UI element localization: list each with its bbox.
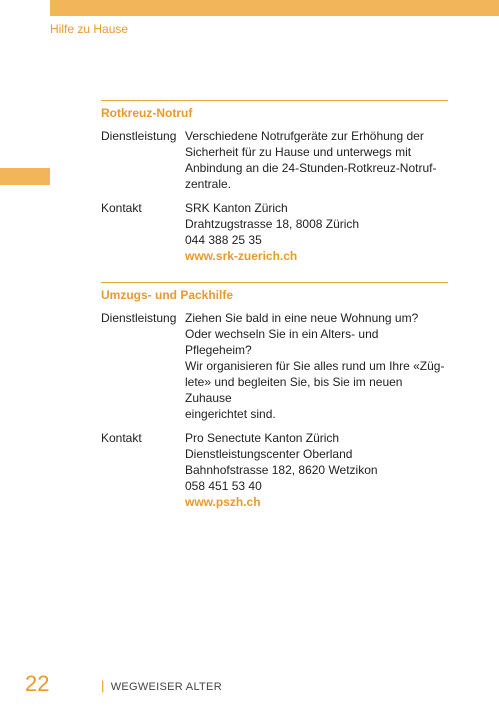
contact-department: Dienstleistungscenter Oberland bbox=[185, 447, 353, 461]
entry-umzugs-und-packhilfe bbox=[101, 282, 448, 510]
contact-address: Bahnhofstrasse 182, 8620 Wetzikon bbox=[185, 463, 378, 477]
service-label: Dienstleistung bbox=[101, 311, 177, 325]
service-line: zentrale. bbox=[185, 177, 232, 191]
contact-label: Kontakt bbox=[101, 431, 142, 445]
service-label: Dienstleistung bbox=[101, 129, 177, 143]
footer-separator: | bbox=[101, 678, 105, 693]
service-line: Oder wechseln Sie in ein Alters- und Pflegeheim? bbox=[185, 327, 379, 357]
service-line: eingerichtet sind. bbox=[185, 407, 276, 421]
service-line: lete» und begleiten Sie, bis Sie im neuen Zuhause bbox=[185, 375, 403, 405]
service-row bbox=[101, 128, 448, 192]
contact-row bbox=[101, 430, 448, 510]
section-heading: Hilfe zu Hause bbox=[50, 22, 129, 36]
service-line: Anbindung an die 24-Stunden-Rotkreuz-Notruf- bbox=[185, 161, 437, 175]
contact-phone: 058 451 53 40 bbox=[185, 479, 262, 493]
footer-publication bbox=[101, 679, 222, 694]
website-link[interactable]: www.pszh.ch bbox=[185, 495, 261, 509]
publication-title: WEGWEISER ALTER bbox=[110, 681, 222, 693]
contact-phone: 044 388 25 35 bbox=[185, 233, 262, 247]
service-line: Verschiedene Notrufgeräte zur Erhöhung der bbox=[185, 129, 424, 143]
contact-organization: Pro Senectute Kanton Zürich bbox=[185, 431, 340, 445]
entry-title: Rotkreuz-Notruf bbox=[101, 106, 193, 120]
service-description bbox=[185, 128, 448, 192]
entry-divider bbox=[101, 282, 448, 283]
website-link[interactable]: www.srk-zuerich.ch bbox=[185, 249, 298, 263]
contact-details bbox=[185, 200, 448, 264]
service-line: Ziehen Sie bald in eine neue Wohnung um? bbox=[185, 311, 419, 325]
contact-address: Drahtzugstrasse 18, 8008 Zürich bbox=[185, 217, 360, 231]
page-number: 22 bbox=[25, 671, 50, 696]
header-color-bar bbox=[50, 0, 499, 16]
contact-organization: SRK Kanton Zürich bbox=[185, 201, 288, 215]
contact-details bbox=[185, 430, 448, 510]
contact-row bbox=[101, 200, 448, 264]
entry-rotkreuz-notruf bbox=[101, 100, 448, 264]
service-line: Wir organisieren für Sie alles rund um Ihre «Züg- bbox=[185, 359, 445, 373]
side-tab-marker bbox=[0, 168, 50, 185]
entry-title: Umzugs- und Packhilfe bbox=[101, 288, 234, 302]
service-line: Sicherheit für zu Hause und unterwegs mit bbox=[185, 145, 412, 159]
service-description bbox=[185, 310, 448, 422]
entry-divider bbox=[101, 100, 448, 101]
service-row bbox=[101, 310, 448, 422]
contact-label: Kontakt bbox=[101, 201, 142, 215]
